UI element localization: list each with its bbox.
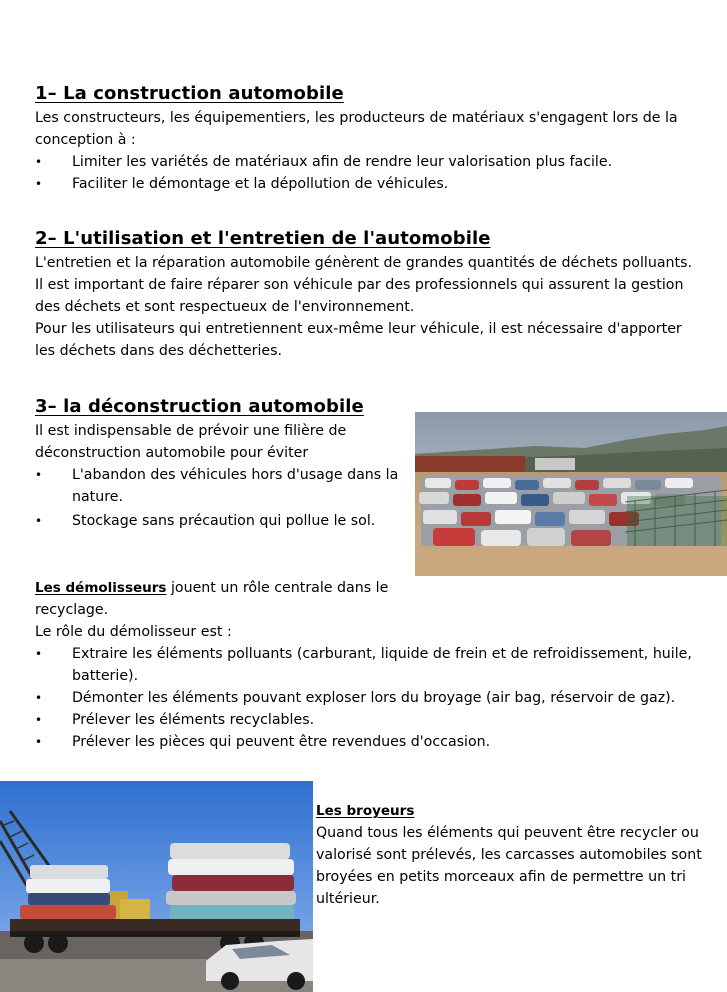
section2-heading: 2– L'utilisation et l'entretien de l'automobile (35, 228, 491, 249)
car-junkyard-photo (415, 412, 727, 576)
list-item: • Stockage sans précaution qui pollue le sol. (35, 510, 407, 532)
section1-bullet-list (35, 151, 715, 195)
list-item: • Extraire les éléments polluants (carburant, liquide de frein et de refroidissement, huile, batterie). (35, 643, 703, 687)
demolisseurs-title: Les démolisseurs (35, 580, 167, 596)
broyeurs-title: Les broyeurs (316, 803, 415, 819)
section2-paragraph-1: L'entretien et la réparation automobile génèrent de grandes quantités de déchets polluants. Il est important de faire réparer son véhicule par des professionnels qui assurent la gestion des déchets et sont respectueux de l'environnement. (35, 255, 692, 315)
broyeurs-text: Quand tous les éléments qui peuvent être recycler ou valorisé sont prélevés, les carcasses automobiles sont broyées en petits morceaux afin de permettre un tri ultérieur. (316, 825, 702, 907)
list-item: • L'abandon des véhicules hors d'usage dans la nature. (35, 464, 407, 508)
section3-heading: 3– la déconstruction automobile (35, 396, 364, 417)
section3-intro: Il est indispensable de prévoir une filière de déconstruction automobile pour éviter (35, 423, 347, 461)
demolisseurs-bullet-list (35, 643, 703, 753)
list-item: • Démonter les éléments pouvant exploser lors du broyage (air bag, réservoir de gaz). (35, 687, 703, 709)
section1-intro: Les constructeurs, les équipementiers, les producteurs de matériaux s'engagent lors de la conception à : (35, 110, 678, 148)
crushed-cars-truck-photo (0, 781, 313, 992)
list-item: • Prélever les éléments recyclables. (35, 709, 703, 731)
section1-heading: 1– La construction automobile (35, 83, 344, 104)
list-item: • Limiter les variétés de matériaux afin de rendre leur valorisation plus facile. (35, 151, 715, 173)
demolisseurs-intro (35, 577, 407, 621)
section2-paragraph-2: Pour les utilisateurs qui entretiennent eux-même leur véhicule, il est nécessaire d'apporter les déchets dans des déchetteries. (35, 321, 682, 359)
demolisseurs-intro-text: jouent un rôle centrale dans le recyclage. (35, 580, 389, 618)
demolisseur-role: Le rôle du démolisseur est : (35, 624, 232, 640)
list-item: • Prélever les pièces qui peuvent être revendues d'occasion. (35, 731, 703, 753)
section3-bullet-list (35, 464, 407, 532)
list-item: • Faciliter le démontage et la dépollution de véhicules. (35, 173, 715, 195)
